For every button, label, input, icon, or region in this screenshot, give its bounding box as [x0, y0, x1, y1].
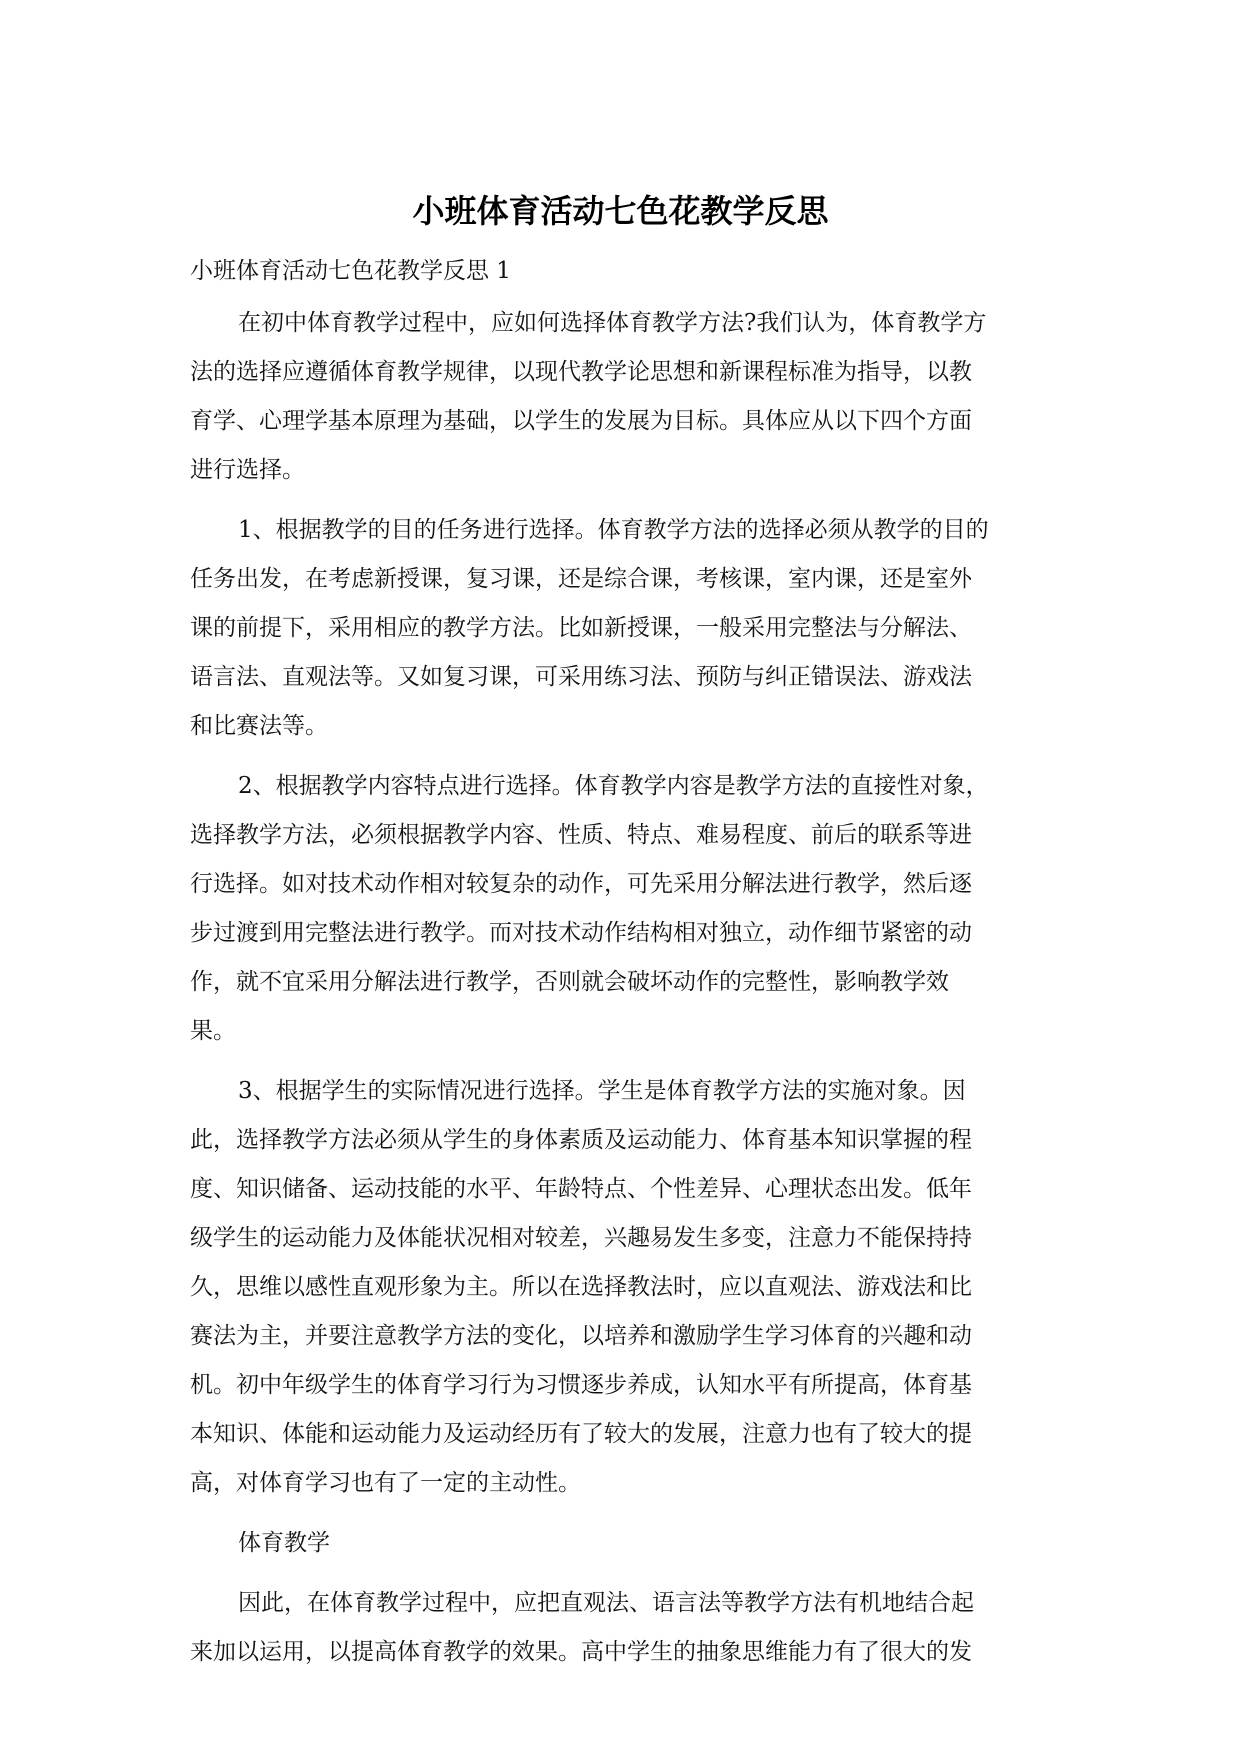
paragraph-line: 任务出发，在考虑新授课，复习课，还是综合课，考核课，室内课，还是室外	[190, 566, 972, 592]
paragraph	[190, 1519, 1050, 1568]
paragraph-line: 2、根据教学内容特点进行选择。体育教学内容是教学方法的直接性对象，	[238, 773, 989, 799]
paragraph-line: 育学、心理学基本原理为基础，以学生的发展为目标。具体应从以下四个方面	[190, 408, 972, 434]
paragraph	[190, 299, 1050, 495]
paragraph	[190, 1067, 1050, 1508]
paragraph-line: 果。	[190, 1018, 236, 1044]
paragraph-line: 此，选择教学方法必须从学生的身体素质及运动能力、体育基本知识掌握的程	[190, 1127, 972, 1153]
paragraph-line: 赛法为主，并要注意教学方法的变化，以培养和激励学生学习体育的兴趣和动	[190, 1323, 972, 1349]
paragraph-line: 高，对体育学习也有了一定的主动性。	[190, 1470, 581, 1496]
paragraph	[190, 506, 1050, 751]
document-body	[190, 299, 1050, 1688]
paragraph-line: 因此，在体育教学过程中，应把直观法、语言法等教学方法有机地结合起	[238, 1590, 974, 1616]
paragraph-line: 语言法、直观法等。又如复习课，可采用练习法、预防与纠正错误法、游戏法	[190, 664, 972, 690]
paragraph-line: 作，就不宜采用分解法进行教学，否则就会破坏动作的完整性，影响教学效	[190, 969, 949, 995]
paragraph-line: 选择教学方法，必须根据教学内容、性质、特点、难易程度、前后的联系等进	[190, 822, 972, 848]
document-subtitle: 小班体育活动七色花教学反思 1	[190, 258, 511, 284]
document-title: 小班体育活动七色花教学反思	[412, 192, 829, 230]
paragraph-line: 在初中体育教学过程中，应如何选择体育教学方法?我们认为，体育教学方	[238, 310, 987, 336]
paragraph-line: 行选择。如对技术动作相对较复杂的动作，可先采用分解法进行教学，然后逐	[190, 871, 972, 897]
paragraph	[190, 762, 1050, 1056]
paragraph-line: 课的前提下，采用相应的教学方法。比如新授课，一般采用完整法与分解法、	[190, 615, 972, 641]
paragraph-line: 3、根据学生的实际情况进行选择。学生是体育教学方法的实施对象。因	[238, 1078, 966, 1104]
paragraph-line: 度、知识储备、运动技能的水平、年龄特点、个性差异、心理状态出发。低年	[190, 1176, 972, 1202]
paragraph-line: 进行选择。	[190, 457, 305, 483]
paragraph-line: 久，思维以感性直观形象为主。所以在选择教法时，应以直观法、游戏法和比	[190, 1274, 972, 1300]
paragraph	[190, 1579, 1050, 1677]
paragraph-line: 和比赛法等。	[190, 713, 328, 739]
paragraph-line: 1、根据教学的目的任务进行选择。体育教学方法的选择必须从教学的目的	[238, 517, 989, 543]
paragraph-line: 体育教学	[238, 1530, 330, 1556]
paragraph-line: 机。初中年级学生的体育学习行为习惯逐步养成，认知水平有所提高，体育基	[190, 1372, 972, 1398]
paragraph-line: 来加以运用，以提高体育教学的效果。高中学生的抽象思维能力有了很大的发	[190, 1639, 972, 1665]
paragraph-line: 本知识、体能和运动能力及运动经历有了较大的发展，注意力也有了较大的提	[190, 1421, 972, 1447]
paragraph-line: 级学生的运动能力及体能状况相对较差，兴趣易发生多变，注意力不能保持持	[190, 1225, 972, 1251]
paragraph-line: 步过渡到用完整法进行教学。而对技术动作结构相对独立，动作细节紧密的动	[190, 920, 972, 946]
paragraph-line: 法的选择应遵循体育教学规律，以现代教学论思想和新课程标准为指导，以教	[190, 359, 972, 385]
